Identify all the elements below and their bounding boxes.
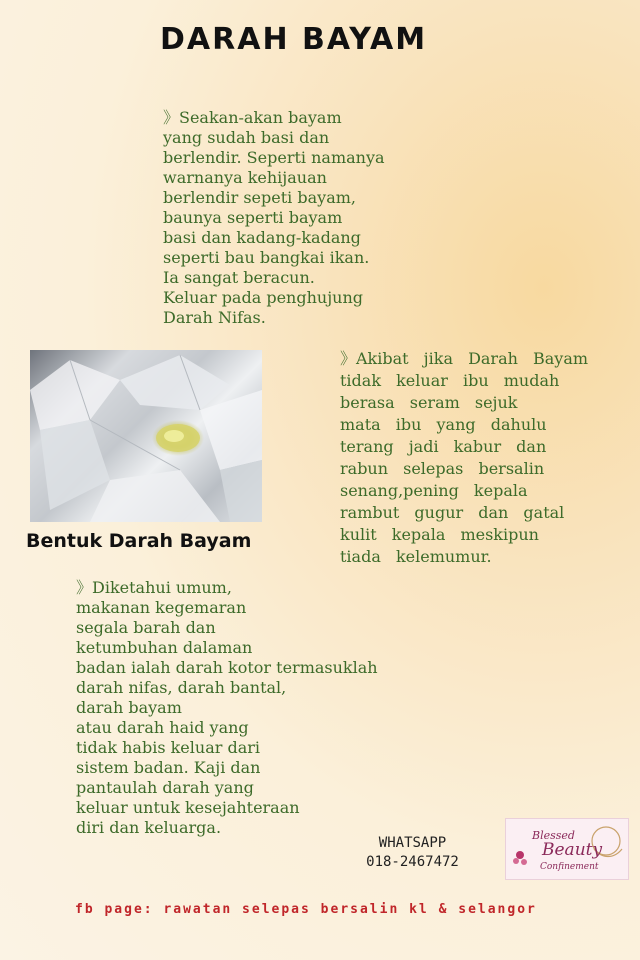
paragraph-effects — [340, 348, 588, 568]
text-line: yang sudah basi dan — [163, 128, 330, 147]
tissue-folds-graphic — [30, 350, 262, 522]
text-line: 》Diketahui umum, — [76, 578, 232, 597]
whatsapp-contact — [355, 834, 470, 872]
text-line: seperti bau bangkai ikan. — [163, 248, 370, 267]
text-line: atau darah haid yang — [76, 718, 249, 737]
text-line: warnanya kehijauan — [163, 168, 327, 187]
text-line: berlendir sepeti bayam, — [163, 188, 356, 207]
text-line: pantaulah darah yang — [76, 778, 254, 797]
text-line: makanan kegemaran — [76, 598, 247, 617]
text-line: senang,pening kepala — [340, 481, 528, 500]
text-line: kulit kepala meskipun — [340, 525, 539, 544]
paragraph-description — [163, 108, 385, 328]
text-line: berasa seram sejuk — [340, 393, 518, 412]
text-line: Darah Nifas. — [163, 308, 266, 327]
text-line: baunya seperti bayam — [163, 208, 343, 227]
text-line: tiada kelemumur. — [340, 547, 492, 566]
text-line: badan ialah darah kotor termasuklah — [76, 658, 378, 677]
text-line: Keluar pada penghujung — [163, 288, 364, 307]
logo-line-3: Confinement — [540, 862, 599, 872]
tissue-photo — [30, 350, 262, 522]
text-line: 》Seakan-akan bayam — [163, 108, 342, 127]
text-line: tidak habis keluar dari — [76, 738, 261, 757]
text-line: keluar untuk kesejahteraan — [76, 798, 300, 817]
text-line: tidak keluar ibu mudah — [340, 371, 560, 390]
text-line: diri dan keluarga. — [76, 818, 222, 837]
logo-line-2: Beauty — [542, 840, 603, 860]
whatsapp-label: WHATSAPP — [378, 835, 447, 851]
page-title: DARAH BAYAM — [160, 22, 428, 57]
text-line: berlendir. Seperti namanya — [163, 148, 385, 167]
text-line: Ia sangat beracun. — [163, 268, 315, 287]
logo-graphic — [506, 819, 628, 879]
text-line: rambut gugur dan gatal — [340, 503, 565, 522]
logo-line-1: Blessed — [532, 829, 575, 842]
photo-caption: Bentuk Darah Bayam — [26, 530, 252, 552]
text-line: darah bayam — [76, 698, 182, 717]
text-line: 》Akibat jika Darah Bayam — [340, 349, 589, 368]
facebook-page-footer[interactable]: fb page: rawatan selepas bersalin kl & selangor — [75, 902, 537, 917]
text-line: mata ibu yang dahulu — [340, 415, 547, 434]
text-line: ketumbuhan dalaman — [76, 638, 253, 657]
text-line: segala barah dan — [76, 618, 216, 637]
whatsapp-number[interactable]: 018-2467472 — [366, 854, 459, 870]
text-line: rabun selepas bersalin — [340, 459, 545, 478]
paragraph-knowledge — [76, 578, 378, 838]
text-line: terang jadi kabur dan — [340, 437, 547, 456]
brand-logo — [505, 818, 629, 880]
text-line: darah nifas, darah bantal, — [76, 678, 287, 697]
text-line: sistem badan. Kaji dan — [76, 758, 261, 777]
text-line: basi dan kadang-kadang — [163, 228, 361, 247]
